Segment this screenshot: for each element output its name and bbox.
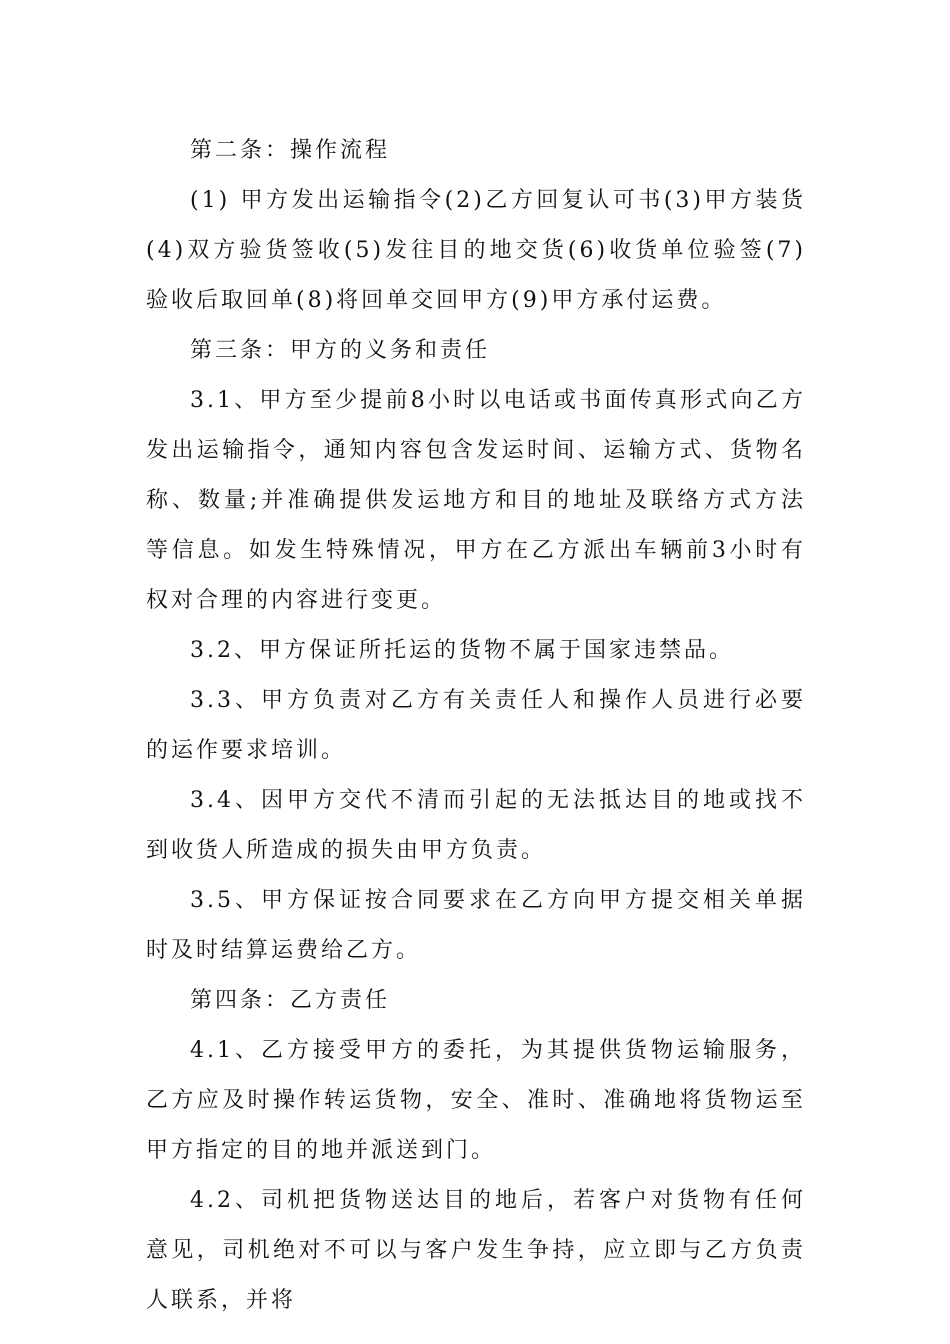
paragraph-3-3: 3.3、甲方负责对乙方有关责任人和操作人员进行必要的运作要求培训。 <box>146 688 806 763</box>
paragraph-operation-process: (1) 甲方发出运输指令(2)乙方回复认可书(3)甲方装货(4)双方验货签收(5)发往目的地交货(6)收货单位验签(7)验收后取回单(8)将回单交回甲方(9)甲方承付运费。 <box>146 188 806 313</box>
section-heading-2: 第二条：操作流程 <box>190 138 391 163</box>
paragraph-4-2: 4.2、司机把货物送达目的地后，若客户对货物有任何意见，司机绝对不可以与客户发生争持，应立即与乙方负责人联系，并将 <box>146 1188 806 1313</box>
paragraph-3-2: 3.2、甲方保证所托运的货物不属于国家违禁品。 <box>190 638 734 663</box>
paragraph-4-1: 4.1、乙方接受甲方的委托，为其提供货物运输服务，乙方应及时操作转运货物，安全、准时、准确地将货物运至甲方指定的目的地并派送到门。 <box>146 1038 806 1163</box>
paragraph-3-1: 3.1、甲方至少提前8小时以电话或书面传真形式向乙方发出运输指令，通知内容包含发运时间、运输方式、货物名称、数量;并准确提供发运地方和目的地址及联络方式方法等信息。如发生特殊情况，甲方在乙方派出车辆前3小时有权对合理的内容进行变更。 <box>146 388 806 613</box>
section-heading-4: 第四条：乙方责任 <box>190 988 391 1013</box>
paragraph-3-5: 3.5、甲方保证按合同要求在乙方向甲方提交相关单据时及时结算运费给乙方。 <box>146 888 806 963</box>
section-heading-3: 第三条：甲方的义务和责任 <box>190 338 491 363</box>
document-body <box>146 126 806 1326</box>
paragraph-3-4: 3.4、因甲方交代不清而引起的无法抵达目的地或找不到收货人所造成的损失由甲方负责。 <box>146 788 806 863</box>
